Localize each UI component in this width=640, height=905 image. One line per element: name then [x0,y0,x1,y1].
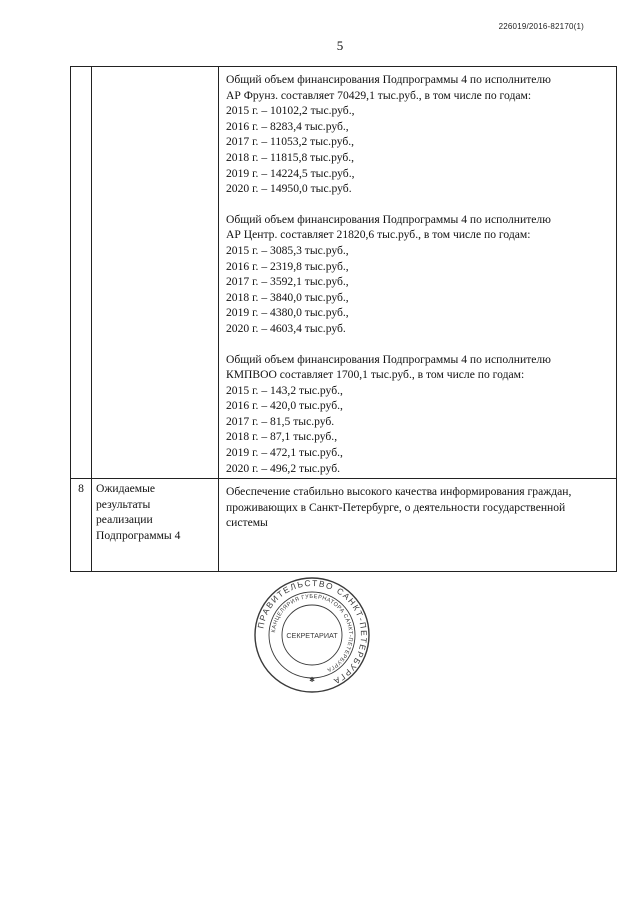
financing-year-line: 2016 г. – 2319,8 тыс.руб., [226,259,349,273]
page-number: 5 [336,38,344,53]
financing-intro-line: Общий объем финансирования Подпрограммы 4 по исполнителю [226,73,551,86]
financing-year-line: 2018 г. – 11815,8 тыс.руб., [226,150,355,164]
expected-results-line: проживающих в Санкт-Петербурге, о деятельности государственной [226,500,566,514]
row-label-line: Ожидаемые [96,482,156,496]
row-label-cell [92,479,219,572]
row-number-cell [71,67,92,479]
financing-year-line: 2019 г. – 14224,5 тыс.руб., [226,166,355,180]
document-id: 226019/2016-82170(1) [498,22,584,31]
financing-intro-line: Общий объем финансирования Подпрограммы 4 по исполнителю [226,212,551,226]
expected-results-cell [219,479,617,572]
subprogram-table [70,66,617,572]
stamp-star-icon: ✱ [309,676,315,684]
financing-year-line: 2020 г. – 496,2 тыс.руб. [226,461,340,475]
financing-year-line: 2015 г. – 3085,3 тыс.руб., [226,243,349,257]
expected-results-line: Обеспечение стабильно высокого качества информирования граждан, [226,485,572,499]
financing-year-line: 2019 г. – 4380,0 тыс.руб., [226,306,349,320]
financing-intro-line: АР Фрунз. составляет 70429,1 тыс.руб., в том числе по годам: [226,88,532,102]
financing-year-line: 2016 г. – 420,0 тыс.руб., [226,399,343,413]
financing-year-line: 2017 г. – 81,5 тыс.руб. [226,414,335,428]
financing-year-line: 2020 г. – 14950,0 тыс.руб. [226,182,352,196]
row-label-line: Подпрограммы 4 [96,529,181,543]
row-number: 8 [78,482,84,496]
financing-intro-line: КМПВОО составляет 1700,1 тыс.руб., в том числе по годам: [226,368,525,382]
row-label-line: результаты [96,497,151,511]
financing-year-line: 2019 г. – 472,1 тыс.руб., [226,446,343,460]
financing-year-line: 2018 г. – 3840,0 тыс.руб., [226,290,349,304]
secretariat-stamp [252,575,372,695]
row-label-line: реализации [96,513,153,527]
financing-year-line: 2017 г. – 3592,1 тыс.руб., [226,275,349,289]
financing-year-line: 2017 г. – 11053,2 тыс.руб., [226,135,355,149]
row-label-cell [92,67,219,479]
financing-year-line: 2016 г. – 8283,4 тыс.руб., [226,119,349,133]
financing-block-frunz [226,72,610,197]
financing-block-kmpvoo [226,352,610,477]
financing-intro-line: АР Центр. составляет 21820,6 тыс.руб., в том числе по годам: [226,228,531,242]
financing-block-center [226,212,610,337]
financing-intro-line: Общий объем финансирования Подпрограммы 4 по исполнителю [226,352,551,366]
row-number-cell [71,479,92,572]
financing-year-line: 2015 г. – 10102,2 тыс.руб., [226,104,355,118]
stamp-inner-text: КАНЦЕЛЯРИЯ ГУБЕРНАТОРА САНКТ-ПЕТЕРБУРГА [271,593,354,673]
financing-cell [219,67,617,479]
stamp-center-text: СЕКРЕТАРИАТ [286,631,338,640]
expected-results-line: системы [226,516,268,530]
stamp-outer-text: ПРАВИТЕЛЬСТВО САНКТ-ПЕТЕРБУРГА [255,577,370,687]
table-row [71,479,617,572]
financing-year-line: 2018 г. – 87,1 тыс.руб., [226,430,338,444]
table-row [71,67,617,479]
financing-year-line: 2020 г. – 4603,4 тыс.руб. [226,321,346,335]
financing-year-line: 2015 г. – 143,2 тыс.руб., [226,383,343,397]
